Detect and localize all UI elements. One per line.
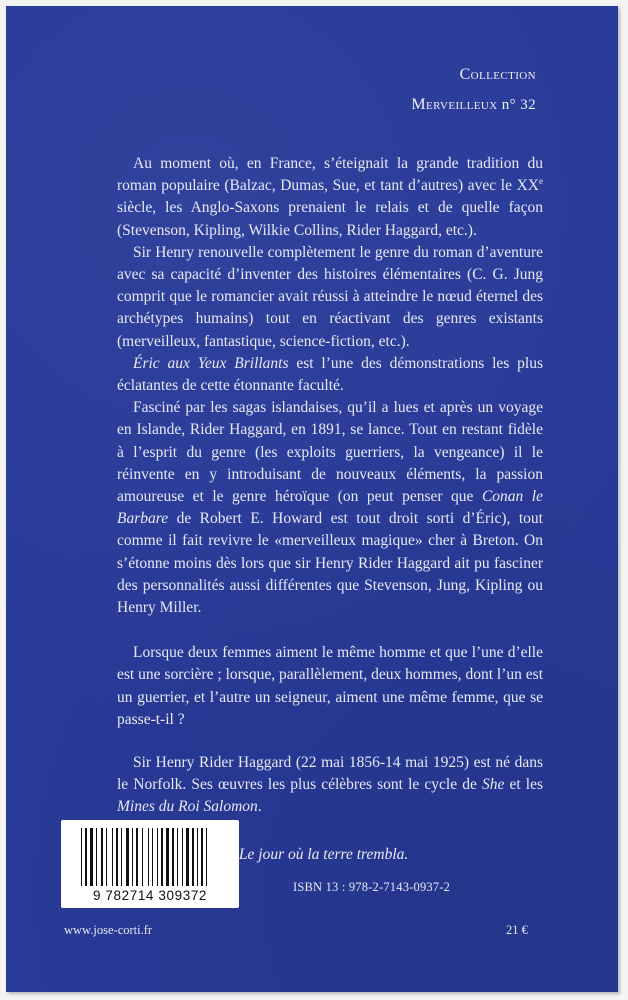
barcode-bar [170, 828, 171, 886]
barcode-bar [182, 828, 183, 886]
barcode-bar [114, 828, 115, 886]
barcode-bar [88, 828, 89, 886]
century-superscript: e [539, 176, 543, 187]
barcode-bar [186, 828, 189, 886]
barcode-bar [94, 828, 95, 886]
barcode-bar [132, 828, 133, 886]
barcode-bar [130, 828, 131, 886]
barcode-bar [108, 828, 111, 886]
barcode-bar [81, 828, 82, 886]
barcode-bar [104, 828, 105, 886]
barcode-bar [206, 828, 207, 886]
conan-title-italic: Conan le Barbare [117, 488, 543, 528]
paragraph-6-text-c: . [257, 798, 262, 816]
barcode-bar [175, 828, 176, 886]
barcode-bar [119, 828, 120, 886]
collection-header [411, 60, 536, 120]
paragraph-2: Sir Henry renouvelle complètement le genre du roman d’aventure avec sa capacité d’inventer des histoires élémentaires (C. G. Jung comprit que le romancier avait réussi à atteindre le nœud éternel des archétypes humains) tout en réactivant des genres existants (merveilleux, fantastique, science-fiction, etc.). [117, 243, 543, 350]
paragraph-4 [117, 397, 543, 619]
book-title-italic: Éric aux Yeux Brillants [133, 354, 289, 372]
barcode-bar [144, 828, 147, 886]
paragraph-6-text-a: Sir Henry Rider Haggard (22 mai 1856-14 mai 1925) est né dans le Norfolk. Ses œuvres les plus célèbres sont le cycle de [117, 754, 543, 794]
series-number: n° 32 [501, 97, 536, 113]
barcode-bar [197, 828, 198, 886]
barcode [61, 820, 239, 908]
barcode-bar [116, 828, 118, 886]
barcode-bar [195, 828, 196, 886]
barcode-bar [204, 828, 205, 886]
barcode-bar [154, 828, 156, 886]
barcode-bar [106, 828, 107, 886]
barcode-bar [136, 828, 138, 886]
barcode-bar [201, 828, 203, 886]
barcode-bar [157, 828, 158, 886]
paragraph-1-text-b: siècle, les Anglo-Saxons prenaient le relais et de quelle façon (Stevenson, Kipling, Wilkie Collins, Rider Haggard, etc.). [117, 199, 543, 239]
barcode-bar [159, 828, 160, 886]
barcode-bar [126, 828, 129, 886]
paragraph-6-text-b: et les [504, 776, 544, 794]
barcode-bar [101, 828, 103, 886]
barcode-bar [150, 828, 151, 886]
barcode-bar [152, 828, 153, 886]
barcode-bar [148, 828, 149, 886]
paragraph-1 [117, 153, 543, 242]
barcode-bar [192, 828, 194, 886]
barcode-bar [90, 828, 93, 886]
barcode-bar [83, 828, 84, 886]
barcode-bar [199, 828, 200, 886]
barcode-bar [142, 828, 143, 886]
barcode-bar [96, 828, 97, 886]
barcode-bar [134, 828, 135, 886]
barcode-bar [139, 828, 141, 886]
paragraph-3 [117, 353, 543, 397]
back-cover [6, 6, 618, 992]
barcode-number: 9 782714 309372 [92, 888, 208, 903]
paragraph-6 [117, 752, 543, 819]
price: 21 € [506, 923, 528, 937]
barcode-bar [123, 828, 125, 886]
barcode-bar [190, 828, 191, 886]
paragraph-4-text-b: de Robert E. Howard est tout droit sorti d’Éric), tout comme il fait revivre le «merveilleux magique» cher à Breton. On s’étonne moins dès lors que sir Henry Rider Haggard ait pu fasciner des personnalités aussi différentes que Stevenson, Jung, Kipling ou Henry Miller. [117, 510, 543, 617]
other-title-italic: Le jour où la terre trembla. [238, 845, 409, 863]
website-link[interactable]: www.jose-corti.fr [64, 923, 153, 937]
paragraph-5: Lorsque deux femmes aiment le même homme et que l’une d’elle est une sorcière ; lorsque, parallèlement, deux hommes, dont l’un est un guerrier, et l’autre un seigneur, aiment une même femme, que se passe-t-il ? [117, 644, 543, 728]
collection-label: Collection [459, 66, 536, 83]
paragraph-3-text: est l’une des démonstrations les plus éclatantes de cette étonnante faculté. [117, 354, 544, 395]
isbn: ISBN 13 : 978-2-7143-0937-2 [293, 880, 451, 894]
barcode-bar [112, 828, 113, 886]
barcode-bar [177, 828, 178, 886]
barcode-bar [172, 828, 174, 886]
barcode-bar [161, 828, 163, 886]
barcode-bar [166, 828, 169, 886]
barcode-bars [81, 828, 229, 886]
barcode-bar [85, 828, 87, 886]
collection-number [411, 90, 536, 120]
barcode-bar [179, 828, 181, 886]
barcode-bar [184, 828, 185, 886]
mines-title-italic: Mines du Roi Salomon [117, 798, 258, 816]
barcode-bar [121, 828, 122, 886]
barcode-bar [208, 828, 210, 886]
barcode-bar [164, 828, 165, 886]
barcode-bar [98, 828, 100, 886]
she-title-italic: She [481, 776, 505, 794]
paragraph-1-text-a: Au moment où, en France, s’éteignait la grande tradition du roman populaire (Balzac, Dumas, Sue, et tant d’autres) avec le XX [117, 155, 543, 195]
blurb [117, 153, 543, 866]
series-name: Merveilleux [411, 96, 498, 113]
paragraph-4-text-a: Fasciné par les sagas islandaises, qu’il a lues et après un voyage en Islande, Rider Haggard, en 1891, se lance. Tout en restant fidèle à l’esprit du genre (les exploits guerriers, la vengeance) il le réinvente en y introduisant de nouveaux éléments, la passion amoureuse et le genre héroïque (on peut penser que [117, 399, 543, 506]
